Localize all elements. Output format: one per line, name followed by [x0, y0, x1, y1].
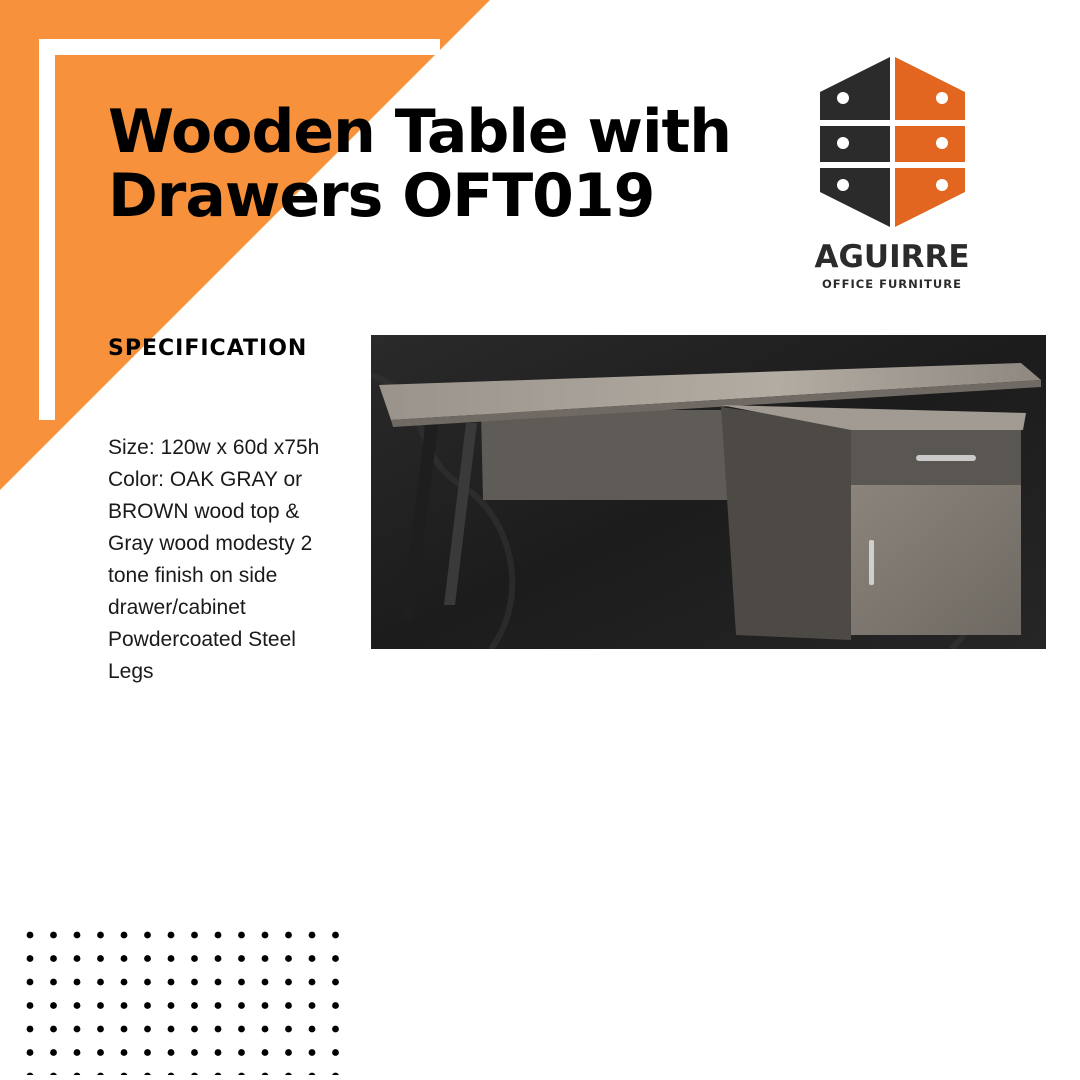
decorative-dot	[191, 1073, 198, 1075]
decorative-dot	[74, 1049, 81, 1056]
decorative-dot	[215, 1026, 222, 1033]
decorative-dot	[262, 1073, 269, 1075]
specification-heading: SPECIFICATION	[108, 336, 308, 361]
decorative-dot	[97, 1049, 104, 1056]
decorative-dot	[285, 955, 292, 962]
decorative-dot	[121, 932, 128, 939]
decorative-dot	[191, 979, 198, 986]
decorative-dot	[74, 1026, 81, 1033]
decorative-dot	[168, 955, 175, 962]
decorative-dot	[285, 1049, 292, 1056]
decorative-dot	[262, 979, 269, 986]
decorative-dot	[74, 932, 81, 939]
product-title	[108, 97, 788, 231]
decorative-dot	[191, 1002, 198, 1009]
decorative-dot	[215, 979, 222, 986]
decorative-dot	[238, 932, 245, 939]
decorative-dot	[309, 1049, 316, 1056]
decorative-dot	[50, 979, 57, 986]
decorative-dot	[332, 1002, 339, 1009]
decorative-dot	[168, 932, 175, 939]
decorative-dot	[144, 955, 151, 962]
decorative-dot	[262, 1026, 269, 1033]
decorative-dot	[332, 1073, 339, 1075]
decorative-dot	[285, 932, 292, 939]
decorative-dot	[144, 979, 151, 986]
spec-line: BROWN wood top &	[108, 500, 300, 523]
decorative-dot	[27, 932, 34, 939]
decorative-dot	[215, 1073, 222, 1075]
title-line-1: Wooden Table with	[108, 97, 731, 167]
decorative-dot	[215, 1049, 222, 1056]
decorative-dot	[191, 1049, 198, 1056]
decorative-dot	[191, 1026, 198, 1033]
decorative-dot	[262, 1049, 269, 1056]
decorative-dot	[97, 955, 104, 962]
decorative-dot	[27, 955, 34, 962]
dot-grid-decoration	[20, 925, 360, 1075]
decorative-dot	[121, 1049, 128, 1056]
decorative-dot	[168, 1026, 175, 1033]
decorative-dot	[50, 1049, 57, 1056]
decorative-dot	[332, 1049, 339, 1056]
decorative-dot	[121, 955, 128, 962]
decorative-dot	[309, 1002, 316, 1009]
decorative-dot	[262, 932, 269, 939]
specification-text	[108, 432, 358, 688]
decorative-dot	[285, 979, 292, 986]
spec-line: Gray wood modesty 2	[108, 532, 313, 555]
decorative-dot	[332, 1026, 339, 1033]
decorative-dot	[191, 932, 198, 939]
decorative-dot	[121, 979, 128, 986]
decorative-dot	[191, 955, 198, 962]
decorative-dot	[238, 1026, 245, 1033]
decorative-dot	[215, 932, 222, 939]
decorative-dot	[168, 1049, 175, 1056]
decorative-dot	[262, 1002, 269, 1009]
decorative-dot	[27, 1002, 34, 1009]
title-line-2: Drawers OFT019	[108, 161, 655, 231]
decorative-dot	[74, 1002, 81, 1009]
decorative-dot	[238, 1073, 245, 1075]
spec-line: drawer/cabinet	[108, 596, 246, 619]
decorative-dot	[238, 1049, 245, 1056]
decorative-dot	[50, 1002, 57, 1009]
decorative-dot	[27, 1026, 34, 1033]
spec-line: tone finish on side	[108, 564, 278, 587]
decorative-dot	[262, 955, 269, 962]
decorative-dot	[97, 1026, 104, 1033]
decorative-dot	[238, 979, 245, 986]
decorative-dot	[144, 1002, 151, 1009]
decorative-dot	[168, 1073, 175, 1075]
decorative-dot	[332, 979, 339, 986]
decorative-dot	[74, 979, 81, 986]
decorative-dot	[121, 1026, 128, 1033]
decorative-dot	[144, 932, 151, 939]
decorative-dot	[74, 955, 81, 962]
decorative-dot	[238, 955, 245, 962]
decorative-dot	[50, 955, 57, 962]
decorative-dot	[97, 1002, 104, 1009]
decorative-dot	[309, 932, 316, 939]
spec-line: Powdercoated Steel	[108, 628, 296, 651]
decorative-dot	[144, 1049, 151, 1056]
logo-name: AGUIRRE	[814, 239, 970, 275]
decorative-dot	[309, 955, 316, 962]
spec-line: Color: OAK GRAY or	[108, 468, 303, 491]
decorative-dot	[50, 932, 57, 939]
decorative-dot	[121, 1073, 128, 1075]
decorative-dot	[50, 1026, 57, 1033]
logo-tagline: OFFICE FURNITURE	[822, 277, 962, 291]
decorative-dot	[50, 1073, 57, 1075]
product-photo	[371, 335, 1046, 649]
decorative-dot	[97, 932, 104, 939]
decorative-dot	[285, 1073, 292, 1075]
decorative-dot	[27, 1073, 34, 1075]
decorative-dot	[97, 979, 104, 986]
decorative-dot	[238, 1002, 245, 1009]
decorative-dot	[309, 979, 316, 986]
spec-line: Size: 120w x 60d x75h	[108, 436, 320, 459]
decorative-dot	[144, 1073, 151, 1075]
decorative-dot	[74, 1073, 81, 1075]
decorative-dot	[27, 1049, 34, 1056]
decorative-dot	[144, 1026, 151, 1033]
spec-line: Legs	[108, 660, 154, 683]
decorative-dot	[332, 932, 339, 939]
decorative-dot	[309, 1073, 316, 1075]
decorative-dot	[285, 1026, 292, 1033]
decorative-dot	[121, 1002, 128, 1009]
decorative-dot	[27, 979, 34, 986]
aguirre-logo	[805, 52, 980, 292]
decorative-dot	[215, 1002, 222, 1009]
decorative-dot	[285, 1002, 292, 1009]
decorative-dot	[168, 979, 175, 986]
decorative-dot	[332, 955, 339, 962]
decorative-dot	[215, 955, 222, 962]
decorative-dot	[168, 1002, 175, 1009]
decorative-dot	[97, 1073, 104, 1075]
decorative-dot	[309, 1026, 316, 1033]
